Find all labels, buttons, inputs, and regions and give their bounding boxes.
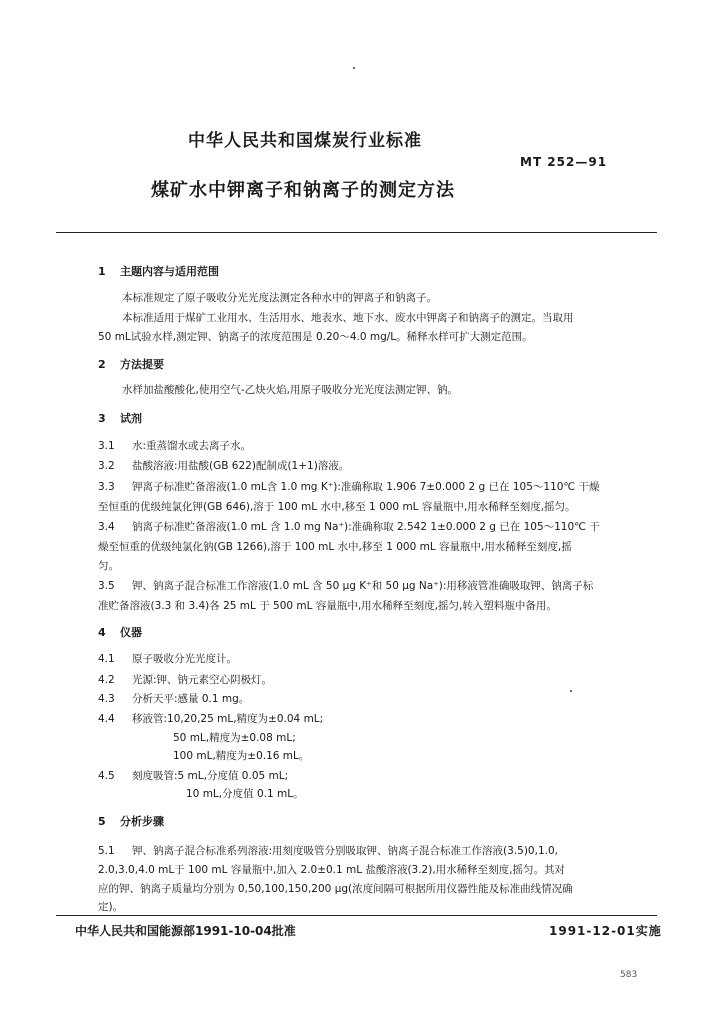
- item-number: 4.4: [98, 713, 115, 725]
- item-3-5-line-2: 准贮备溶液(3.3 和 3.4)各 25 mL 于 500 mL 容量瓶中,用水稀释至刻度,摇匀,转入塑料瓶中备用。: [98, 600, 557, 612]
- section-4-heading: [98, 624, 142, 640]
- item-4-3: [98, 691, 249, 706]
- item-text: 分析天平:感量 0.1 mg。: [132, 693, 250, 705]
- item-3-5: [98, 578, 593, 593]
- document-title: 煤矿水中钾离子和钠离子的测定方法: [151, 180, 455, 201]
- item-number: 4.3: [98, 693, 115, 705]
- item-text-line-1: 刻度吸管:5 mL,分度值 0.05 mL;: [132, 770, 289, 782]
- section-1-paragraph-2-line-2: 50 mL试验水样,测定钾、钠离子的浓度范围是 0.20～4.0 mg/L。稀释水样可扩大测定范围。: [98, 331, 533, 343]
- section-2-heading: [98, 356, 164, 372]
- section-1-paragraph-2-line-1: 本标准适用于煤矿工业用水、生活用水、地表水、地下水、废水中钾离子和钠离子的测定。当取用: [122, 312, 574, 324]
- section-1-paragraph-1: 本标准规定了原子吸收分光光度法测定各种水中的钾离子和钠离子。: [122, 292, 437, 304]
- item-4-4: [98, 711, 323, 726]
- item-5-1-line-4: 定)。: [98, 901, 124, 913]
- item-number: 4.5: [98, 770, 115, 782]
- item-3-4: [98, 519, 600, 534]
- item-number: 4.1: [98, 653, 115, 665]
- section-number: 5: [98, 815, 106, 828]
- item-number: 4.2: [98, 674, 115, 686]
- item-text: 水:重蒸馏水或去离子水。: [132, 440, 252, 452]
- item-text-line-1: 移液管:10,20,25 mL,精度为±0.04 mL;: [132, 713, 324, 725]
- approval-date: 中华人民共和国能源部1991-10-04批准: [75, 924, 296, 938]
- item-5-1-line-3: 应的钾、钠离子质量均分别为 0,50,100,150,200 μg(浓度间隔可根据所用仪器性能及标准曲线情况确: [98, 883, 573, 895]
- item-5-1-line-2: 2.0,3.0,4.0 mL于 100 mL 容量瓶中,加入 2.0±0.1 mL 盐酸溶液(3.2),用水稀释至刻度,摇匀。其对: [98, 864, 566, 876]
- item-4-5: [98, 768, 288, 783]
- section-number: 4: [98, 626, 106, 639]
- item-number: 5.1: [98, 845, 115, 857]
- page-number: 583: [620, 970, 638, 980]
- item-text-line-1: 钾、钠离子混合标准工作溶液(1.0 mL 含 50 μg K⁺和 50 μg Na⁺):用移液管准确吸取钾、钠离子标: [132, 580, 594, 592]
- item-text-line-1: 钾、钠离子混合标准系列溶液:用刻度吸管分别吸取钾、钠离子混合标准工作溶液(3.5)0,1.0,: [132, 845, 558, 857]
- section-1-heading: [98, 263, 219, 279]
- item-4-2: [98, 672, 272, 687]
- item-text: 光源:钾、钠元素空心阴极灯。: [132, 674, 273, 686]
- section-title: 分析步骤: [120, 815, 164, 828]
- item-3-1: [98, 438, 251, 453]
- item-4-5-line-2: 10 mL,分度值 0.1 mL。: [186, 788, 304, 800]
- standard-code: MT 252—91: [520, 155, 608, 169]
- item-3-4-line-2: 燥至恒重的优级纯氯化钠(GB 1266),溶于 100 mL 水中,移至 1 000 mL 容量瓶中,用水稀释至刻度,摇: [98, 541, 572, 553]
- item-text-line-1: 钠离子标准贮备溶液(1.0 mL 含 1.0 mg Na⁺):准确称取 2.542 1±0.000 2 g 已在 105～110℃ 干: [132, 521, 600, 533]
- scan-speck: [570, 690, 572, 692]
- item-text: 原子吸收分光光度计。: [132, 653, 237, 665]
- scan-speck: [353, 67, 355, 69]
- section-title: 仪器: [120, 626, 142, 639]
- section-5-heading: [98, 813, 164, 829]
- item-4-1: [98, 651, 237, 666]
- item-number: 3.1: [98, 440, 115, 452]
- section-3-heading: [98, 410, 142, 426]
- item-4-4-line-3: 100 mL,精度为±0.16 mL。: [173, 750, 310, 762]
- section-title: 试剂: [120, 412, 142, 425]
- standard-title: 中华人民共和国煤炭行业标准: [188, 131, 422, 151]
- implementation-date: 1991-12-01实施: [549, 924, 662, 938]
- section-title: 方法提要: [120, 358, 164, 371]
- section-number: 2: [98, 358, 106, 371]
- section-2-paragraph: 水样加盐酸酸化,使用空气-乙炔火焰,用原子吸收分光光度法测定钾、钠。: [122, 384, 458, 396]
- item-number: 3.5: [98, 580, 115, 592]
- item-number: 3.2: [98, 460, 115, 472]
- section-title: 主题内容与适用范围: [120, 265, 219, 278]
- item-text-line-1: 钾离子标准贮备溶液(1.0 mL含 1.0 mg K⁺):准确称取 1.906 7±0.000 2 g 已在 105～110℃ 干燥: [132, 481, 600, 493]
- item-number: 3.3: [98, 481, 115, 493]
- item-3-4-line-3: 匀。: [98, 560, 119, 572]
- item-3-3: [98, 479, 600, 494]
- item-3-3-line-2: 至恒重的优级纯氯化钾(GB 646),溶于 100 mL 水中,移至 1 000 mL 容量瓶中,用水稀释至刻度,摇匀。: [98, 501, 576, 513]
- section-number: 3: [98, 412, 106, 425]
- item-4-4-line-2: 50 mL,精度为±0.08 mL;: [173, 732, 296, 744]
- header-rule: [56, 232, 657, 233]
- item-3-2: [98, 458, 349, 473]
- item-text: 盐酸溶液:用盐酸(GB 622)配制成(1+1)溶液。: [132, 460, 350, 472]
- item-number: 3.4: [98, 521, 115, 533]
- footer-rule: [56, 915, 657, 916]
- item-5-1: [98, 843, 558, 858]
- section-number: 1: [98, 265, 106, 278]
